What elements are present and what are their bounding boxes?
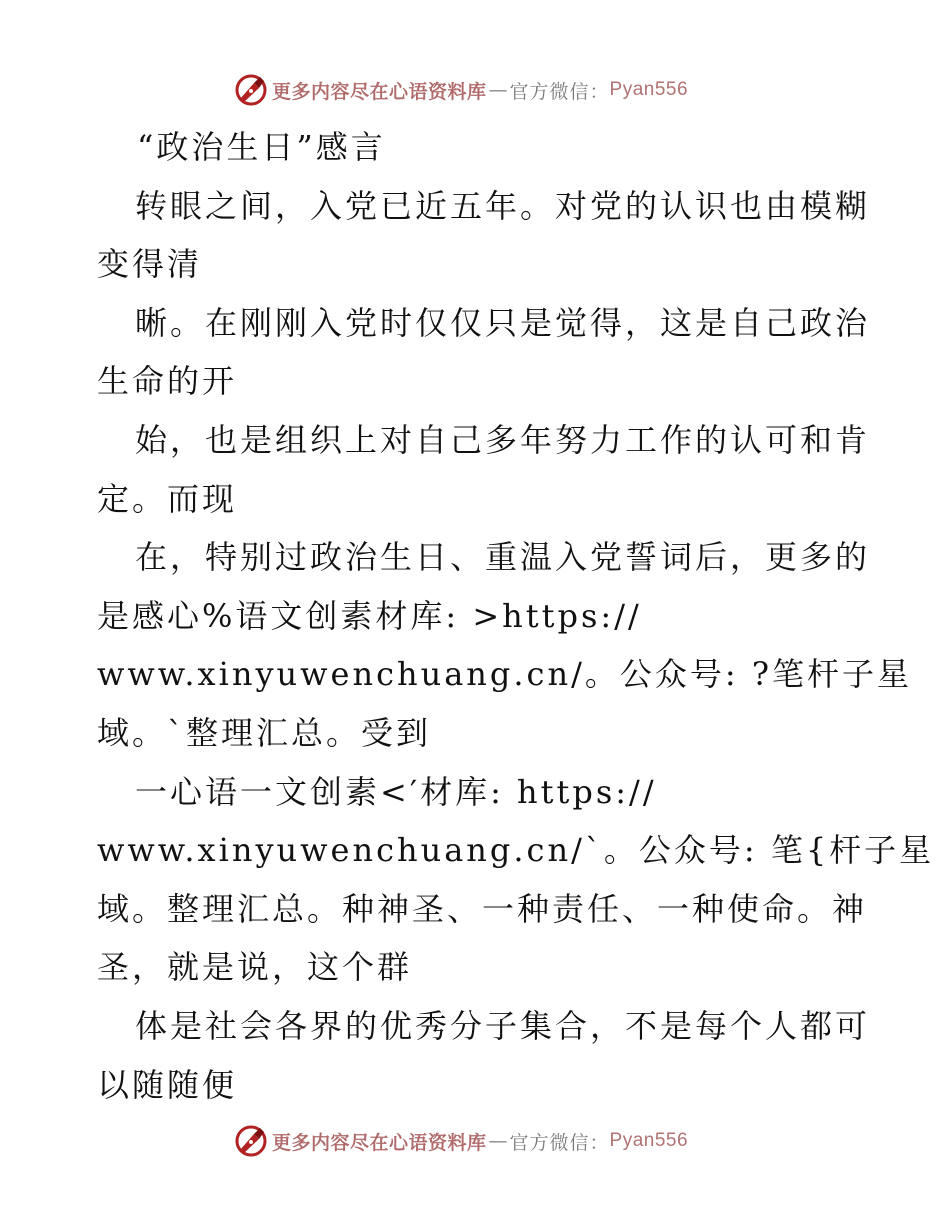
document-title: “政治生日”感言: [137, 128, 386, 166]
text-line: 定。而现: [97, 479, 238, 518]
text-line: 晰。在刚刚入党时仅仅只是觉得，这是自己政治: [135, 303, 871, 342]
fountain-pen-logo-icon: [234, 73, 268, 107]
footer-watermark-banner: [234, 1124, 688, 1158]
text-line: www.xinyuwenchuang.cn/。公众号: ?笔杆子星: [97, 655, 912, 694]
text-line: www.xinyuwenchuang.cn/`。公众号: 笔{杆子星: [97, 831, 935, 870]
watermark-wechat-label: 官方微信：: [509, 1131, 610, 1154]
text-line: 生命的开: [97, 362, 238, 401]
header-watermark-banner: [234, 73, 688, 107]
text-line: 以随随便: [97, 1065, 238, 1104]
watermark-wechat-label: 官方微信：: [509, 80, 610, 103]
text-line: 在，特别过政治生日、重温入党誓词后，更多的: [135, 538, 871, 577]
watermark-dash: —: [488, 79, 508, 101]
watermark-dash: —: [488, 1130, 508, 1152]
text-line: 一心语一文创素<′材库: https://: [135, 772, 657, 811]
text-line: 圣，就是说，这个群: [97, 948, 413, 987]
text-line: 是感心%语文创素材库: >https://: [97, 596, 642, 635]
text-line: 域。整理汇总。种神圣、一种责任、一种使命。神: [97, 889, 868, 928]
watermark-wechat-id: Pyan556: [609, 79, 689, 100]
watermark-text: 更多内容尽在心语资料库: [272, 1131, 487, 1154]
text-line: 域。`整理汇总。受到: [97, 713, 432, 752]
fountain-pen-logo-icon: [234, 1124, 268, 1158]
text-line: 变得清: [97, 245, 203, 284]
document-body: [97, 118, 935, 1114]
watermark-wechat-id: Pyan556: [609, 1130, 689, 1151]
watermark-text: 更多内容尽在心语资料库: [272, 80, 487, 103]
text-line: 始，也是组织上对自己多年努力工作的认可和肯: [135, 420, 871, 459]
text-line: 体是社会各界的优秀分子集合，不是每个人都可: [135, 1006, 871, 1045]
text-line: 转眼之间，入党已近五年。对党的认识也由模糊: [135, 186, 871, 225]
